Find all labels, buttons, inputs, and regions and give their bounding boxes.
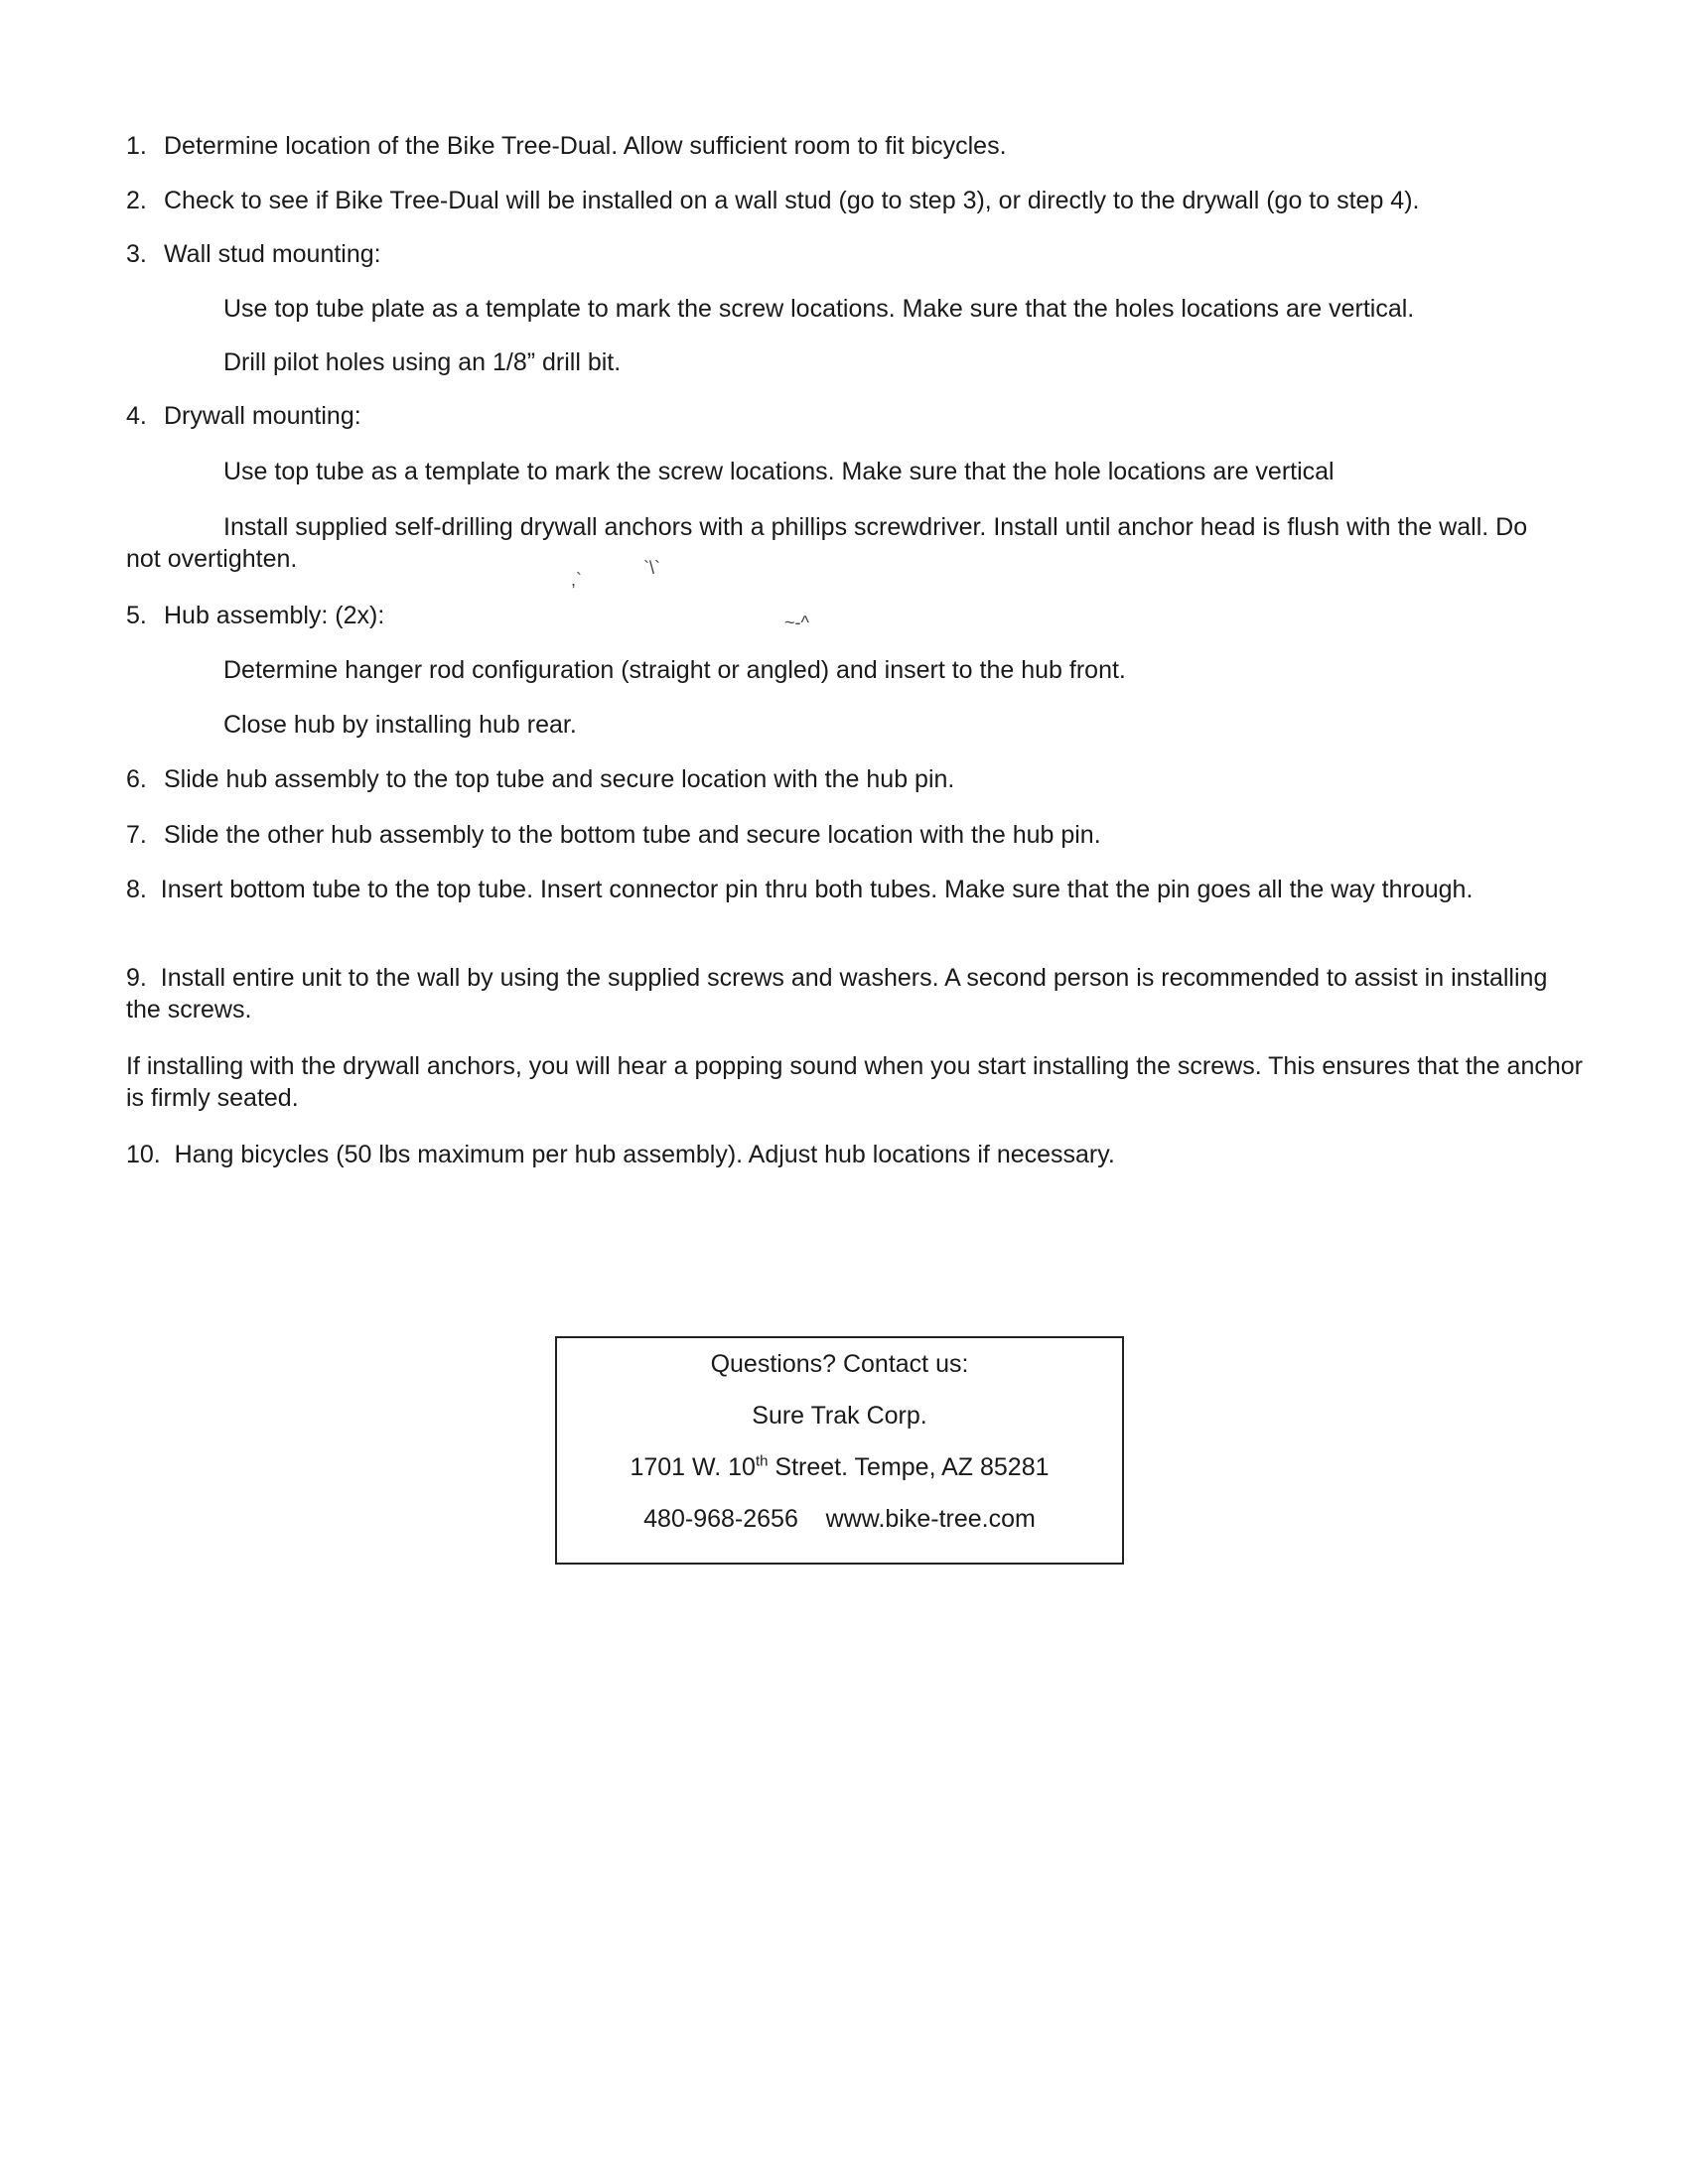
website-link[interactable]: www.bike-tree.com — [825, 1505, 1036, 1533]
step-number: 3. — [126, 240, 147, 268]
step-3 — [126, 238, 381, 270]
drywall-note: If installing with the drywall anchors, you will hear a popping sound when you start installing the screws. This ensures that the anchor is firmly seated. — [126, 1052, 1583, 1112]
step-5-sub-2: Close hub by installing hub rear. — [223, 711, 577, 739]
company-address — [557, 1451, 1122, 1483]
contact-box — [555, 1336, 1124, 1565]
step-7 — [126, 819, 1101, 851]
step-text: Install entire unit to the wall by using the supplied screws and washers. A second person is recommended to assist in installing the screws. — [126, 964, 1548, 1024]
step-number: 5. — [126, 602, 147, 629]
step-9 — [126, 962, 1566, 1025]
step-3-sub-2: Drill pilot holes using an 1/8” drill bit. — [223, 348, 622, 376]
scan-mark: ~‑^ — [784, 613, 809, 632]
step-number: 2. — [126, 187, 147, 214]
step-10 — [126, 1139, 1115, 1170]
step-text: Check to see if Bike Tree-Dual will be installed on a wall stud (go to step 3), or directly to the drywall (go to step 4). — [164, 187, 1420, 214]
step-number: 1. — [126, 132, 147, 160]
step-5 — [126, 600, 384, 631]
company-name: Sure Trak Corp. — [752, 1402, 927, 1430]
address-rest: Street. Tempe, AZ 85281 — [768, 1453, 1050, 1481]
step-number: 6. — [126, 765, 147, 793]
step-number: 4. — [126, 402, 147, 430]
step-text: Drywall mounting: — [164, 402, 361, 430]
step-text: Hang bicycles (50 lbs maximum per hub assembly). Adjust hub locations if necessary. — [174, 1141, 1115, 1168]
step-text: Slide the other hub assembly to the bottom tube and secure location with the hub pin. — [164, 821, 1101, 849]
step-8 — [126, 874, 1536, 905]
step-text: Determine location of the Bike Tree-Dual. Allow sufficient room to fit bicycles. — [164, 132, 1007, 160]
step-number: 8. — [126, 876, 147, 903]
step-2 — [126, 185, 1419, 216]
scan-mark: `\` — [643, 558, 660, 578]
step-text: Hub assembly: (2x): — [164, 602, 385, 629]
scan-mark: ,` — [571, 570, 582, 590]
address-street-number: 1701 W. 10 — [630, 1453, 756, 1481]
step-4 — [126, 400, 361, 432]
step-text: Insert bottom tube to the top tube. Insert connector pin thru both tubes. Make sure that the pin goes all the way through. — [160, 876, 1474, 903]
step-text: Wall stud mounting: — [164, 240, 381, 268]
step-5-sub-1: Determine hanger rod configuration (straight or angled) and insert to the hub front. — [223, 656, 1126, 684]
step-text: Slide hub assembly to the top tube and secure location with the hub pin. — [164, 765, 955, 793]
step-number: 9. — [126, 964, 147, 992]
step-4-sub-2: Install supplied self-drilling drywall anchors with a phillips screwdriver. Install until anchor head is flush with the wall. Do not overtighten. — [126, 513, 1528, 573]
address-ordinal: th — [755, 1452, 769, 1470]
step-number: 7. — [126, 821, 147, 849]
contact-heading: Questions? Contact us: — [710, 1350, 969, 1378]
step-1 — [126, 130, 1007, 162]
step-4-sub-1: Use top tube as a template to mark the screw locations. Make sure that the hole locations are vertical — [223, 458, 1335, 485]
phone-number: 480-968-2656 — [643, 1505, 798, 1533]
step-3-sub-1: Use top tube plate as a template to mark the screw locations. Make sure that the holes locations are vertical. — [223, 295, 1415, 323]
step-6 — [126, 763, 954, 795]
contact-phone-web — [557, 1503, 1122, 1535]
step-number: 10. — [126, 1141, 161, 1168]
